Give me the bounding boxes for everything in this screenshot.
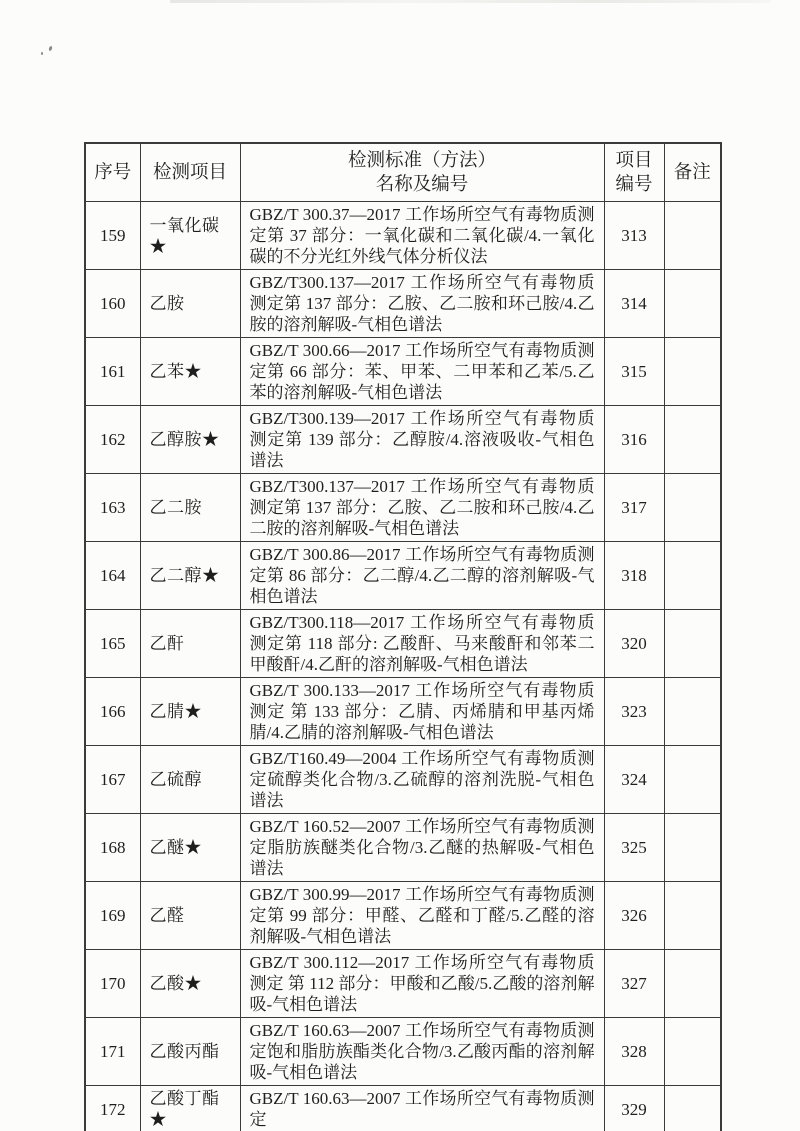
column-header-item: 检测项目: [140, 143, 240, 202]
cell-project-code: 329: [604, 1086, 664, 1131]
cell-standard-method: GBZ/T 300.37—2017 工作场所空气有毒物质测定第 37 部分：一氧化碳和二氧化碳/4.一氧化碳的不分光红外线气体分析仪法: [240, 202, 604, 270]
column-header-note: 备注: [664, 143, 721, 202]
cell-test-item: 乙酐: [140, 610, 240, 678]
cell-project-code: 318: [604, 542, 664, 610]
cell-standard-method: GBZ/T300.118—2017 工作场所空气有毒物质测定第 118 部分: 乙酸酐、马来酸酐和邻苯二甲酸酐/4.乙酐的溶剂解吸-气相色谱法: [240, 610, 604, 678]
cell-standard-method: GBZ/T 300.99—2017 工作场所空气有毒物质测定第 99 部分：甲醛、乙醛和丁醛/5.乙醛的溶剂解吸-气相色谱法: [240, 882, 604, 950]
cell-sequence-number: 166: [85, 678, 140, 746]
cell-standard-method: GBZ/T 300.133—2017 工作场所空气有毒物质测定 第 133 部分：乙腈、丙烯腈和甲基丙烯腈/4.乙腈的溶剂解吸-气相色谱法: [240, 678, 604, 746]
table-row: [85, 474, 721, 542]
cell-remark: [664, 202, 721, 270]
table-row: [85, 270, 721, 338]
cell-project-code: 316: [604, 406, 664, 474]
table-row: [85, 338, 721, 406]
cell-remark: [664, 610, 721, 678]
table-row: [85, 1086, 721, 1131]
cell-test-item: 乙苯★: [140, 338, 240, 406]
column-header-code-line2: 编号: [615, 174, 653, 195]
cell-test-item: 乙胺: [140, 270, 240, 338]
cell-sequence-number: 165: [85, 610, 140, 678]
cell-test-item: 乙醇胺★: [140, 406, 240, 474]
table-row: [85, 746, 721, 814]
cell-project-code: 315: [604, 338, 664, 406]
cell-sequence-number: 172: [85, 1086, 140, 1131]
stray-pen-mark: [41, 46, 55, 56]
cell-test-item: 乙醚★: [140, 814, 240, 882]
cell-remark: [664, 1018, 721, 1086]
table-row: [85, 542, 721, 610]
table-row: [85, 406, 721, 474]
cell-remark: [664, 678, 721, 746]
cell-test-item: 一氧化碳★: [140, 202, 240, 270]
cell-standard-method: GBZ/T 300.66—2017 工作场所空气有毒物质测定第 66 部分：苯、甲苯、二甲苯和乙苯/5.乙苯的溶剂解吸-气相色谱法: [240, 338, 604, 406]
cell-standard-method: GBZ/T300.137—2017 工作场所空气有毒物质测定第 137 部分：乙胺、乙二胺和环己胺/4.乙胺的溶剂解吸-气相色谱法: [240, 270, 604, 338]
cell-project-code: 323: [604, 678, 664, 746]
cell-project-code: 320: [604, 610, 664, 678]
column-header-standard-line1: 检测标准（方法）: [347, 150, 496, 171]
cell-project-code: 313: [604, 202, 664, 270]
cell-standard-method: GBZ/T160.49—2004 工作场所空气有毒物质测定硫醇类化合物/3.乙硫醇的溶剂洗脱-气相色谱法: [240, 746, 604, 814]
cell-sequence-number: 171: [85, 1018, 140, 1086]
cell-sequence-number: 161: [85, 338, 140, 406]
scanner-streak: [170, 0, 770, 3]
cell-project-code: 317: [604, 474, 664, 542]
cell-standard-method: GBZ/T 160.52—2007 工作场所空气有毒物质测定脂肪族醚类化合物/3.乙醚的热解吸-气相色谱法: [240, 814, 604, 882]
table-row: [85, 950, 721, 1018]
cell-sequence-number: 159: [85, 202, 140, 270]
cell-test-item: 乙二胺: [140, 474, 240, 542]
cell-remark: [664, 474, 721, 542]
cell-sequence-number: 168: [85, 814, 140, 882]
column-header-standard-line2: 名称及编号: [375, 174, 469, 195]
cell-standard-method: GBZ/T 300.86—2017 工作场所空气有毒物质测定第 86 部分：乙二醇/4.乙二醇的溶剂解吸-气相色谱法: [240, 542, 604, 610]
cell-remark: [664, 406, 721, 474]
cell-test-item: 乙酸丙酯: [140, 1018, 240, 1086]
cell-remark: [664, 950, 721, 1018]
cell-project-code: 327: [604, 950, 664, 1018]
cell-remark: [664, 270, 721, 338]
cell-remark: [664, 338, 721, 406]
cell-test-item: 乙腈★: [140, 678, 240, 746]
cell-standard-method: GBZ/T 160.63—2007 工作场所空气有毒物质测定饱和脂肪族酯类化合物/3.乙酸丙酯的溶剂解吸-气相色谱法: [240, 1018, 604, 1086]
cell-project-code: 325: [604, 814, 664, 882]
cell-sequence-number: 169: [85, 882, 140, 950]
cell-standard-method: GBZ/T300.139—2017 工作场所空气有毒物质测定第 139 部分：乙醇胺/4.溶液吸收-气相色谱法: [240, 406, 604, 474]
table-row: [85, 678, 721, 746]
cell-project-code: 324: [604, 746, 664, 814]
cell-sequence-number: 170: [85, 950, 140, 1018]
cell-project-code: 314: [604, 270, 664, 338]
table-row: [85, 202, 721, 270]
cell-project-code: 328: [604, 1018, 664, 1086]
cell-test-item: 乙二醇★: [140, 542, 240, 610]
column-header-code: [604, 143, 664, 202]
cell-test-item: 乙硫醇: [140, 746, 240, 814]
cell-sequence-number: 160: [85, 270, 140, 338]
cell-sequence-number: 167: [85, 746, 140, 814]
cell-remark: [664, 814, 721, 882]
cell-sequence-number: 162: [85, 406, 140, 474]
table-row: [85, 1018, 721, 1086]
cell-test-item: 乙酸丁酯★: [140, 1086, 240, 1131]
cell-test-item: 乙醛: [140, 882, 240, 950]
column-header-seq: 序号: [85, 143, 140, 202]
column-header-standard: [240, 143, 604, 202]
cell-standard-method: GBZ/T300.137—2017 工作场所空气有毒物质测定第 137 部分：乙胺、乙二胺和环己胺/4.乙二胺的溶剂解吸-气相色谱法: [240, 474, 604, 542]
column-header-code-line1: 项目: [615, 150, 653, 171]
cell-project-code: 326: [604, 882, 664, 950]
cell-standard-method: GBZ/T 300.112—2017 工作场所空气有毒物质测定 第 112 部分：甲酸和乙酸/5.乙酸的溶剂解吸-气相色谱法: [240, 950, 604, 1018]
cell-remark: [664, 746, 721, 814]
cell-remark: [664, 542, 721, 610]
cell-remark: [664, 882, 721, 950]
table-header-row: [85, 143, 721, 202]
cell-sequence-number: 163: [85, 474, 140, 542]
cell-sequence-number: 164: [85, 542, 140, 610]
table-row: [85, 814, 721, 882]
table-row: [85, 610, 721, 678]
table-row: [85, 882, 721, 950]
cell-remark: [664, 1086, 721, 1131]
cell-test-item: 乙酸★: [140, 950, 240, 1018]
cell-standard-method: GBZ/T 160.63—2007 工作场所空气有毒物质测定: [240, 1086, 604, 1131]
table-body: [85, 202, 721, 1131]
test-standards-table: [84, 142, 722, 1131]
